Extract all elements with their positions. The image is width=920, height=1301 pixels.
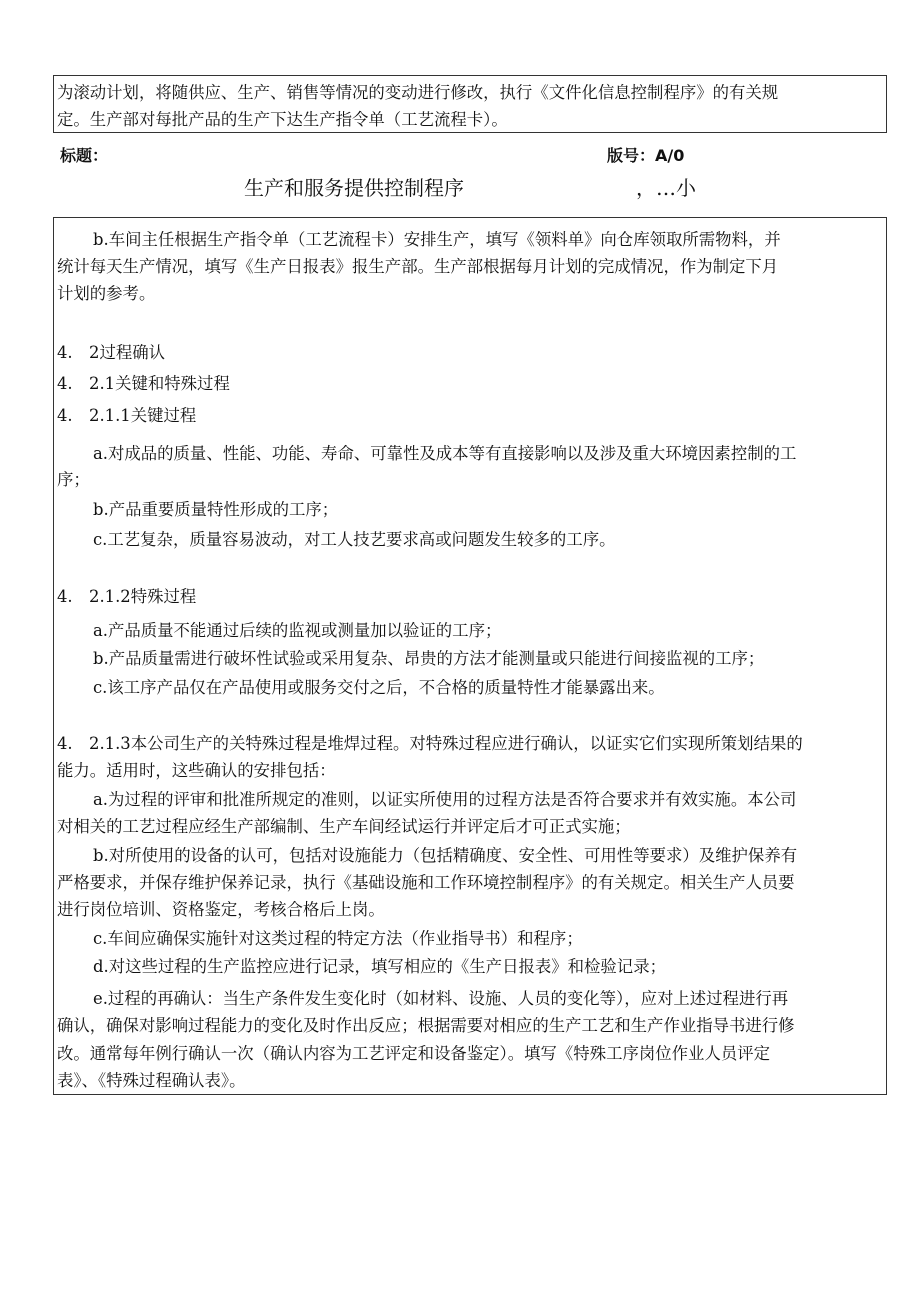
list-item: 进行岗位培训、资格鉴定，考核合格后上岗。	[57, 900, 385, 919]
page-mark: ，…小	[636, 176, 696, 200]
list-item: a.产品质量不能通过后续的监视或测量加以验证的工序；	[93, 621, 502, 640]
continuation-line: 为滚动计划，将随供应、生产、销售等情况的变动进行修改，执行《文件化信息控制程序》的有关规	[57, 83, 779, 102]
list-item: c.工艺复杂，质量容易波动，对工人技艺要求高或问题发生较多的工序。	[93, 530, 616, 549]
title-label: 标题：	[60, 146, 109, 165]
list-item: a.对成品的质量、性能、功能、寿命、可靠性及成本等有直接影响以及涉及重大环境因素控制的工	[93, 444, 797, 463]
list-item: d.对这些过程的生产监控应进行记录，填写相应的《生产日报表》和检验记录；	[93, 957, 666, 976]
paragraph-line: 统计每天生产情况，填写《生产日报表》报生产部。生产部根据每月计划的完成情况，作为制定下月	[57, 257, 779, 276]
list-item: 表》、《特殊过程确认表》。	[57, 1071, 246, 1090]
section-heading: 4. 2过程确认	[57, 343, 166, 362]
section-heading: 4. 2.1.1关键过程	[57, 406, 197, 425]
list-item: 对相关的工艺过程应经生产部编制、生产车间经试运行并评定后才可正式实施；	[57, 817, 631, 836]
paragraph-line: 计划的参考。	[57, 284, 156, 303]
section-heading: 4. 2.1.3本公司生产的关特殊过程是堆焊过程。对特殊过程应进行确认，以证实它们实现所策划结果的	[57, 734, 803, 753]
list-item: e.过程的再确认：当生产条件发生变化时（如材料、设施、人员的变化等），应对上述过程进行再	[93, 989, 789, 1008]
list-item: c.车间应确保实施针对这类过程的特定方法（作业指导书）和程序；	[93, 929, 583, 948]
list-item: 确认，确保对影响过程能力的变化及时作出反应；根据需要对相应的生产工艺和生产作业指导书进行修	[57, 1016, 795, 1035]
section-heading: 4. 2.1关键和特殊过程	[57, 374, 230, 393]
list-item: b.产品重要质量特性形成的工序；	[93, 500, 339, 519]
version-label: 版号：A/0	[607, 146, 685, 165]
paragraph-line: 能力。适用时，这些确认的安排包括：	[57, 761, 336, 780]
document-title: 生产和服务提供控制程序	[244, 176, 464, 200]
list-item: 改。通常每年例行确认一次（确认内容为工艺评定和设备鉴定）。填写《特殊工序岗位作业人员评定	[57, 1044, 770, 1063]
list-item: b.产品质量需进行破坏性试验或采用复杂、昂贵的方法才能测量或只能进行间接监视的工序；	[93, 649, 765, 668]
continuation-line: 定。生产部对每批产品的生产下达生产指令单（工艺流程卡）。	[57, 110, 508, 129]
paragraph-line: b.车间主任根据生产指令单（工艺流程卡）安排生产，填写《领料单》向仓库领取所需物料，并	[93, 230, 781, 249]
list-item: b.对所使用的设备的认可，包括对设施能力（包括精确度、安全性、可用性等要求）及维护保养有	[93, 846, 798, 865]
list-item: 严格要求，并保存维护保养记录，执行《基础设施和工作环境控制程序》的有关规定。相关生产人员要	[57, 873, 795, 892]
list-item: 序；	[57, 470, 90, 489]
list-item: c.该工序产品仅在产品使用或服务交付之后，不合格的质量特性才能暴露出来。	[93, 678, 665, 697]
list-item: a.为过程的评审和批准所规定的准则，以证实所使用的过程方法是否符合要求并有效实施。本公司	[93, 790, 797, 809]
section-heading: 4. 2.1.2特殊过程	[57, 587, 197, 606]
